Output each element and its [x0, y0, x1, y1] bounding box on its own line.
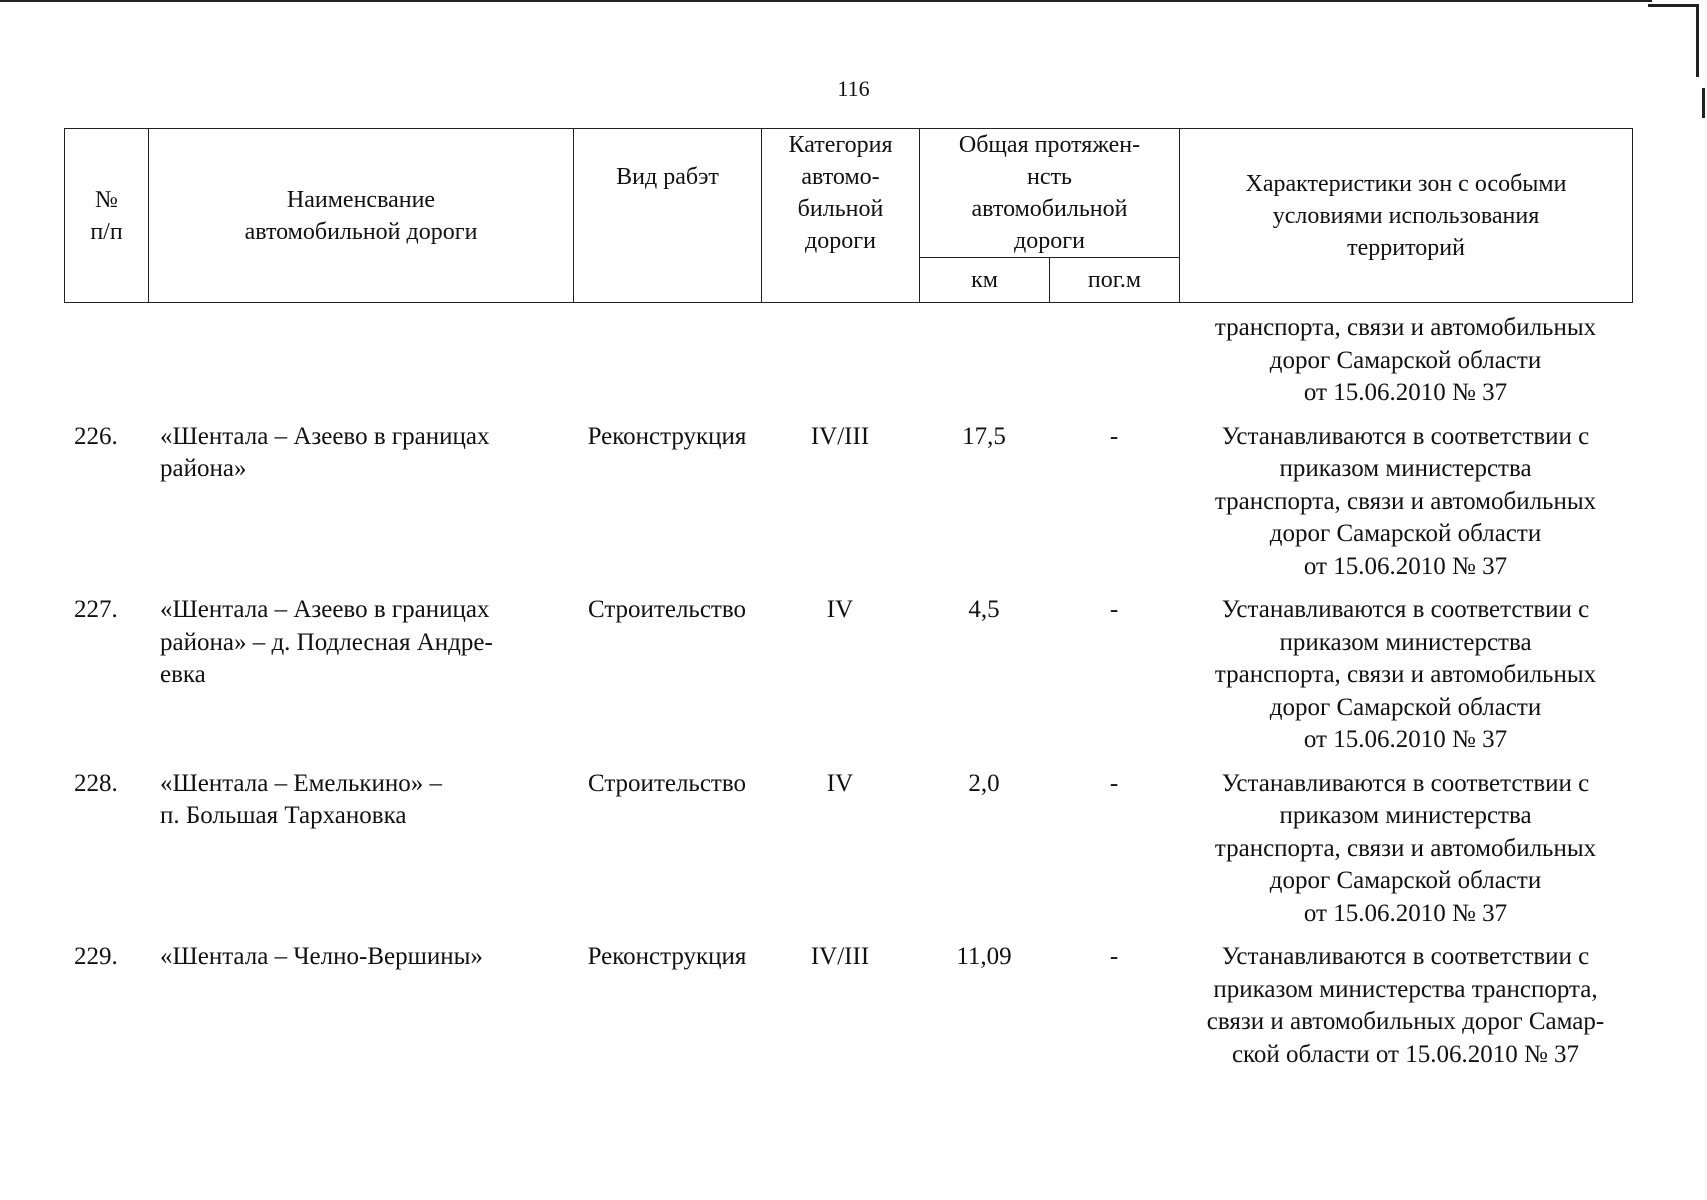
zones-line: транспорта, связи и автомобильных — [1214, 661, 1597, 688]
zones-line: приказом министерства — [1279, 455, 1532, 482]
header-line: нсть — [1027, 164, 1072, 190]
zones-line: приказом министерства — [1279, 802, 1532, 829]
name-line: «Шентала – Азеево в границах — [160, 596, 490, 623]
header-line: Категория — [788, 132, 893, 158]
cell-km: 11,09 — [956, 943, 1012, 970]
header-line: п/п — [90, 218, 123, 245]
zones-line: дорог Самарской области — [1269, 520, 1542, 547]
name-line: «Шентала – Челно-Вершины» — [160, 943, 483, 970]
zones-line: транспорта, связи и автомобильных — [1214, 487, 1597, 515]
cell-pog: - — [1109, 596, 1119, 623]
header-line: автомо- — [801, 164, 880, 190]
header-km: км — [920, 258, 1050, 303]
name-line: района» — [160, 455, 247, 482]
header-line: дороги — [1014, 228, 1085, 254]
cell-km: 4,5 — [968, 596, 1000, 623]
cell-zones — [1179, 421, 1632, 584]
header-line: автомобильной дороги — [244, 218, 478, 245]
page-number: 116 — [837, 76, 870, 101]
zones-line: дорог Самарской области — [1269, 867, 1542, 894]
cell-name — [148, 768, 573, 833]
header-num — [65, 129, 149, 303]
cell-zones — [1179, 941, 1632, 1071]
header-zones — [1180, 129, 1633, 303]
header-work-type — [574, 129, 762, 303]
zones-line: Устанавливаются в соответствии с — [1221, 422, 1590, 450]
cell-pog: - — [1109, 943, 1119, 970]
header-pog-m: пог.м — [1050, 258, 1180, 303]
table-row — [64, 941, 1632, 1071]
table-row — [64, 421, 1632, 584]
header-line: Общая протяжен- — [958, 132, 1141, 158]
zones-line: от 15.06.2010 № 37 — [1303, 899, 1508, 927]
zones-line: Устанавливаются в соответствии с — [1221, 596, 1590, 623]
zones-line: дорог Самарской области — [1269, 346, 1542, 374]
cell-num: 229. — [74, 943, 118, 970]
header-line: Наименсвание — [286, 186, 436, 213]
zones-line: дорог Самарской области — [1269, 693, 1542, 721]
cell-name — [148, 421, 573, 486]
zones-line: транспорта, связи и автомобильных — [1214, 834, 1597, 862]
cell-km: 17,5 — [962, 422, 1006, 450]
header-line: Вид рабэт — [616, 164, 719, 190]
cell-work: Строительство — [587, 596, 746, 623]
cell-name — [148, 941, 573, 974]
cell-name — [148, 594, 573, 692]
cell-zones — [1179, 768, 1632, 931]
cell-num: 226. — [74, 422, 118, 450]
zones-line: ской области от 15.06.2010 № 37 — [1231, 1040, 1580, 1068]
cell-pog: - — [1109, 769, 1119, 797]
zones-line: связи и автомобильных дорог Самар- — [1206, 1008, 1605, 1035]
scan-border-top — [0, 0, 1652, 2]
zones-line: приказом министерства транспорта, — [1213, 975, 1598, 1003]
zones-line: от 15.06.2010 № 37 — [1303, 379, 1508, 406]
cell-num: 228. — [74, 769, 118, 797]
table-body — [64, 312, 1632, 1071]
cell-category: IV — [826, 596, 854, 623]
name-line: евка — [160, 661, 206, 688]
zones-line: приказом министерства — [1279, 628, 1532, 656]
cell-zones — [1179, 312, 1632, 410]
table-row-continuation — [64, 312, 1632, 410]
name-line: п. Большая Тархановка — [160, 802, 407, 829]
zones-line: от 15.06.2010 № 37 — [1303, 552, 1508, 580]
cell-km: 2,0 — [968, 769, 1000, 797]
cell-pog: - — [1109, 422, 1119, 450]
name-line: «Шентала – Азеево в границах — [160, 422, 490, 450]
cell-work: Реконструкция — [587, 422, 747, 450]
name-line: района» – д. Подлесная Андре- — [160, 628, 493, 656]
header-road-name — [149, 129, 574, 303]
scan-border-corner — [1648, 4, 1699, 77]
zones-line: от 15.06.2010 № 37 — [1303, 726, 1508, 753]
header-line: территорий — [1347, 234, 1465, 261]
name-line: «Шентала – Емелькино» – — [160, 769, 443, 797]
cell-work: Реконструкция — [587, 943, 747, 970]
zones-line: транспорта, связи и автомобильных — [1214, 314, 1597, 341]
zones-line: Устанавливаются в соответствии с — [1221, 943, 1590, 970]
header-line: условиями использования — [1272, 202, 1540, 229]
table-row — [64, 768, 1632, 931]
header-total-length — [920, 129, 1180, 258]
header-line: № — [95, 186, 118, 213]
cell-work: Строительство — [587, 769, 746, 797]
header-line: Характеристики зон с особыми — [1245, 170, 1567, 197]
cell-category: IV — [826, 769, 854, 797]
cell-category: IV/III — [810, 943, 870, 970]
table-header — [64, 128, 1633, 303]
header-category — [762, 129, 920, 303]
cell-category: IV/III — [810, 422, 870, 450]
header-line: дороги — [805, 228, 876, 254]
header-line: бильной — [797, 196, 884, 222]
table-row — [64, 594, 1632, 757]
cell-num: 227. — [74, 596, 118, 623]
cell-zones — [1179, 594, 1632, 757]
zones-line: Устанавливаются в соответствии с — [1221, 769, 1590, 797]
header-line: автомобильной — [971, 196, 1128, 222]
